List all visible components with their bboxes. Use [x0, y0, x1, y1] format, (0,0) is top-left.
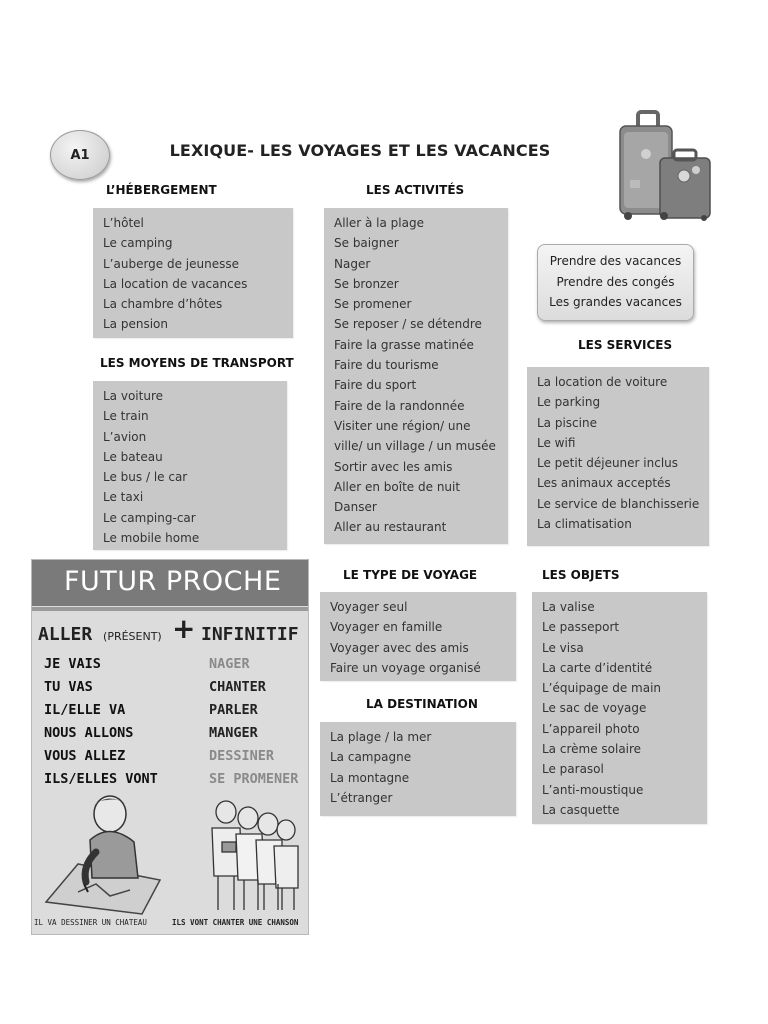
- pronoun-item: NOUS ALLONS: [44, 725, 134, 741]
- list-item: L’équipage de main: [542, 681, 662, 696]
- list-item: Le bateau: [103, 449, 163, 464]
- list-item: Les animaux acceptés: [537, 476, 671, 491]
- list-item: La voiture: [103, 389, 163, 403]
- objets-title: LES OBJETS: [542, 568, 620, 582]
- type-voyage-list: [320, 592, 516, 681]
- futur-proche-panel: [31, 559, 309, 935]
- list-item: L’étranger: [330, 790, 393, 805]
- list-item: Faire du sport: [334, 378, 417, 393]
- level-badge: [50, 130, 110, 180]
- list-item: Le mobile home: [103, 531, 200, 546]
- infinitif-label: INFINITIF: [201, 624, 299, 645]
- activites-title: LES ACTIVITÉS: [366, 183, 465, 197]
- list-item: L’appareil photo: [542, 721, 640, 736]
- list-item: Aller à la plage: [334, 216, 424, 230]
- list-item: Le visa: [542, 640, 584, 655]
- list-item: La location de voiture: [537, 375, 668, 389]
- aller-word: ALLER: [38, 624, 93, 645]
- list-item: Voyager avec des amis: [330, 640, 469, 655]
- list-item: Le wifi: [537, 435, 576, 450]
- list-item: Faire la grasse matinée: [334, 337, 474, 352]
- list-item: Nager: [334, 256, 371, 271]
- list-item: Le bus / le car: [103, 470, 188, 485]
- list-item: La campagne: [330, 750, 412, 765]
- list-item: L’avion: [103, 429, 147, 444]
- vacances-box: [537, 244, 694, 321]
- vacances-item: Prendre des congés: [556, 274, 675, 289]
- verb-item: PARLER: [209, 702, 258, 718]
- suitcase-icon: [612, 110, 714, 222]
- list-item: L’anti-moustique: [542, 782, 644, 797]
- drawing-man-illustration: [38, 792, 168, 917]
- list-item: Se baigner: [334, 236, 399, 251]
- hebergement-title: L’HÉBERGEMENT: [106, 183, 217, 197]
- list-item: L’hôtel: [103, 216, 144, 230]
- pronoun-column: [44, 653, 158, 791]
- list-item: Aller au restaurant: [334, 520, 447, 535]
- list-item: La pension: [103, 317, 168, 332]
- list-item: La casquette: [542, 802, 620, 817]
- verb-item: NAGER: [209, 656, 250, 672]
- list-item: Se reposer / se détendre: [334, 317, 482, 332]
- present-label: (PRÉSENT): [103, 630, 162, 643]
- services-list: [527, 367, 709, 546]
- destination-title: LA DESTINATION: [366, 697, 478, 711]
- list-item: La crème solaire: [542, 742, 642, 757]
- list-item: La climatisation: [537, 517, 632, 532]
- singers-illustration: [200, 792, 304, 917]
- transport-list: [93, 381, 287, 550]
- list-item: La plage / la mer: [330, 730, 432, 744]
- list-item: Le camping-car: [103, 510, 196, 525]
- verb-item: SE PROMENER: [209, 771, 299, 787]
- pronoun-item: VOUS ALLEZ: [44, 748, 126, 764]
- pronoun-item: ILS/ELLES VONT: [44, 771, 158, 787]
- list-item: Le passeport: [542, 620, 620, 635]
- plus-icon: +: [172, 612, 196, 645]
- header-stripe: [32, 607, 308, 611]
- caption-left: IL VA DESSINER UN CHATEAU: [34, 918, 147, 927]
- type-voyage-title: LE TYPE DE VOYAGE: [343, 568, 478, 582]
- list-item: ville/ un village / un musée: [334, 439, 496, 454]
- verb-item: CHANTER: [209, 679, 266, 695]
- page-title: LEXIQUE- LES VOYAGES ET LES VACANCES: [169, 141, 551, 160]
- futur-proche-title: FUTUR PROCHE: [64, 566, 282, 597]
- list-item: La montagne: [330, 770, 410, 785]
- caption-right: ILS VONT CHANTER UNE CHANSON: [172, 918, 299, 927]
- objets-list: [532, 592, 707, 824]
- vacances-item: Les grandes vacances: [549, 295, 682, 309]
- list-item: Se promener: [334, 297, 412, 312]
- list-item: La chambre d’hôtes: [103, 297, 223, 312]
- destination-list: [320, 722, 516, 816]
- list-item: Le parking: [537, 395, 601, 410]
- verb-column: [209, 653, 298, 791]
- list-item: Se bronzer: [334, 276, 399, 291]
- list-item: Le train: [103, 409, 149, 424]
- list-item: Sortir avec les amis: [334, 459, 453, 474]
- pronoun-item: IL/ELLE VA: [44, 702, 126, 718]
- transport-title: LES MOYENS DE TRANSPORT: [100, 356, 294, 370]
- list-item: Le petit déjeuner inclus: [537, 456, 679, 471]
- pronoun-item: TU VAS: [44, 679, 93, 695]
- hebergement-list: [93, 208, 293, 338]
- list-item: La valise: [542, 600, 595, 614]
- services-title: LES SERVICES: [578, 338, 673, 352]
- activites-list: [324, 208, 508, 544]
- list-item: Faire du tourisme: [334, 358, 439, 373]
- list-item: La carte d’identité: [542, 660, 653, 675]
- list-item: Voyager en famille: [330, 620, 443, 635]
- list-item: Danser: [334, 500, 377, 515]
- list-item: La location de vacances: [103, 276, 248, 291]
- aller-label: [38, 624, 162, 645]
- list-item: Le parasol: [542, 762, 604, 777]
- list-item: Voyager seul: [330, 600, 408, 614]
- list-item: Aller en boîte de nuit: [334, 479, 461, 494]
- verb-item: DESSINER: [209, 748, 275, 764]
- list-item: Le sac de voyage: [542, 701, 647, 716]
- list-item: Faire de la randonnée: [334, 398, 465, 413]
- level-badge-label: A1: [70, 147, 90, 163]
- list-item: Le service de blanchisserie: [537, 496, 700, 511]
- list-item: La piscine: [537, 415, 597, 430]
- list-item: Le camping: [103, 236, 173, 251]
- verb-item: MANGER: [209, 725, 258, 741]
- pronoun-item: JE VAIS: [44, 656, 101, 672]
- list-item: Le taxi: [103, 490, 144, 505]
- vacances-item: Prendre des vacances: [549, 254, 682, 268]
- list-item: Visiter une région/ une: [334, 418, 471, 433]
- list-item: Faire un voyage organisé: [330, 660, 481, 675]
- list-item: L’auberge de jeunesse: [103, 256, 240, 271]
